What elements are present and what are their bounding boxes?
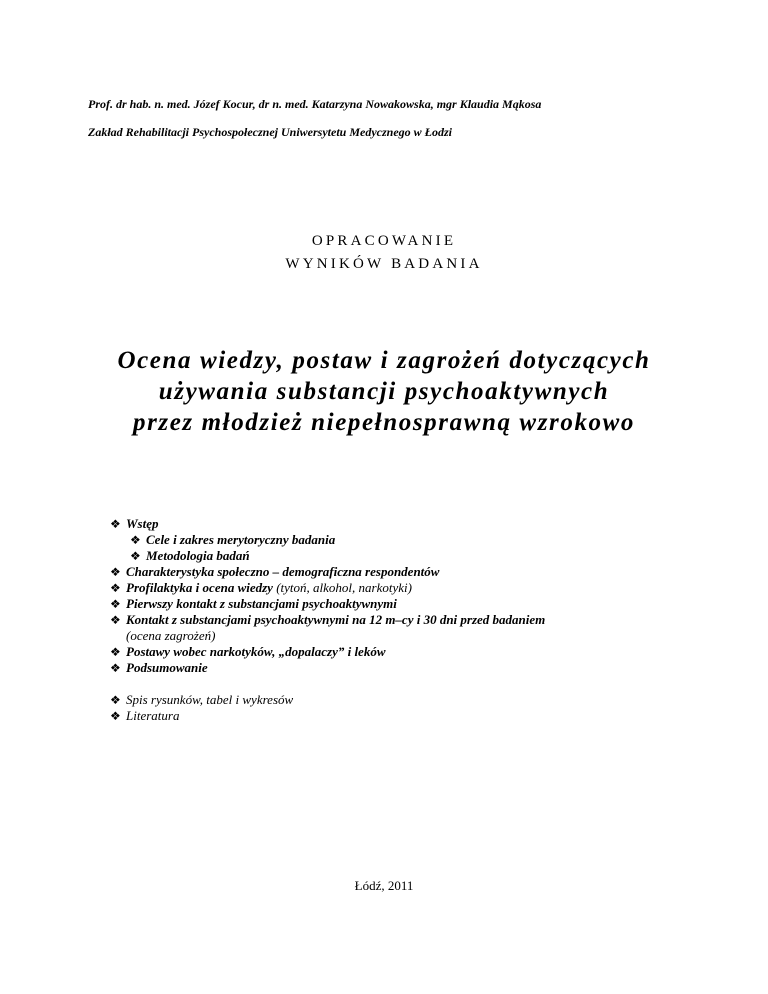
toc-item-spis: ❖ Spis rysunków, tabel i wykresów <box>110 692 294 707</box>
place-and-date: Łódź, 2011 <box>354 878 414 893</box>
toc-item-metodologia: ❖ Metodologia badań <box>130 548 250 563</box>
toc-item-ocena-zagrozen: (ocena zagrożeń) <box>126 628 216 643</box>
diamond-bullet-icon: ❖ <box>110 517 121 531</box>
authors-line: Prof. dr hab. n. med. Józef Kocur, dr n. med. Katarzyna Nowakowska, mgr Klaudia Mąkosa <box>88 97 542 111</box>
document-title-line-2: używania substancji psychoaktywnych <box>158 378 610 405</box>
toc-item-profilaktyka: ❖ Profilaktyka i ocena wiedzy (tytoń, alkohol, narkotyki) <box>110 580 412 595</box>
report-kicker-line-2: WYNIKÓW BADANIA <box>285 256 483 272</box>
toc-item-podsumowanie: ❖ Podsumowanie <box>110 660 208 675</box>
diamond-bullet-icon: ❖ <box>130 533 141 547</box>
diamond-bullet-icon: ❖ <box>130 549 141 563</box>
diamond-bullet-icon: ❖ <box>110 709 121 723</box>
report-kicker-line-1: OPRACOWANIE <box>311 233 457 249</box>
toc-item-cele: ❖ Cele i zakres merytoryczny badania <box>130 532 336 547</box>
diamond-bullet-icon: ❖ <box>110 597 121 611</box>
diamond-bullet-icon: ❖ <box>110 613 121 627</box>
diamond-bullet-icon: ❖ <box>110 581 121 595</box>
diamond-bullet-icon: ❖ <box>110 661 121 675</box>
diamond-bullet-icon: ❖ <box>110 645 121 659</box>
document-title-line-1: Ocena wiedzy, postaw i zagrożeń dotyczących <box>117 347 651 374</box>
toc-item-wstep: ❖ Wstęp <box>110 516 159 531</box>
document-title-line-3: przez młodzież niepełnosprawną wzrokowo <box>132 409 636 436</box>
toc-item-kontakt-12m: ❖ Kontakt z substancjami psychoaktywnymi na 12 m–cy i 30 dni przed badaniem <box>110 612 546 627</box>
diamond-bullet-icon: ❖ <box>110 693 121 707</box>
toc-item-pierwszy-kontakt: ❖ Pierwszy kontakt z substancjami psychoaktywnymi <box>110 596 397 611</box>
toc-item-postawy: ❖ Postawy wobec narkotyków, „dopalaczy” i leków <box>110 644 386 659</box>
affiliation-line: Zakład Rehabilitacji Psychospołecznej Uniwersytetu Medycznego w Łodzi <box>88 125 452 139</box>
toc-item-literatura: ❖ Literatura <box>110 708 180 723</box>
toc-item-charakterystyka: ❖ Charakterystyka społeczno – demograficzna respondentów <box>110 564 440 579</box>
diamond-bullet-icon: ❖ <box>110 565 121 579</box>
